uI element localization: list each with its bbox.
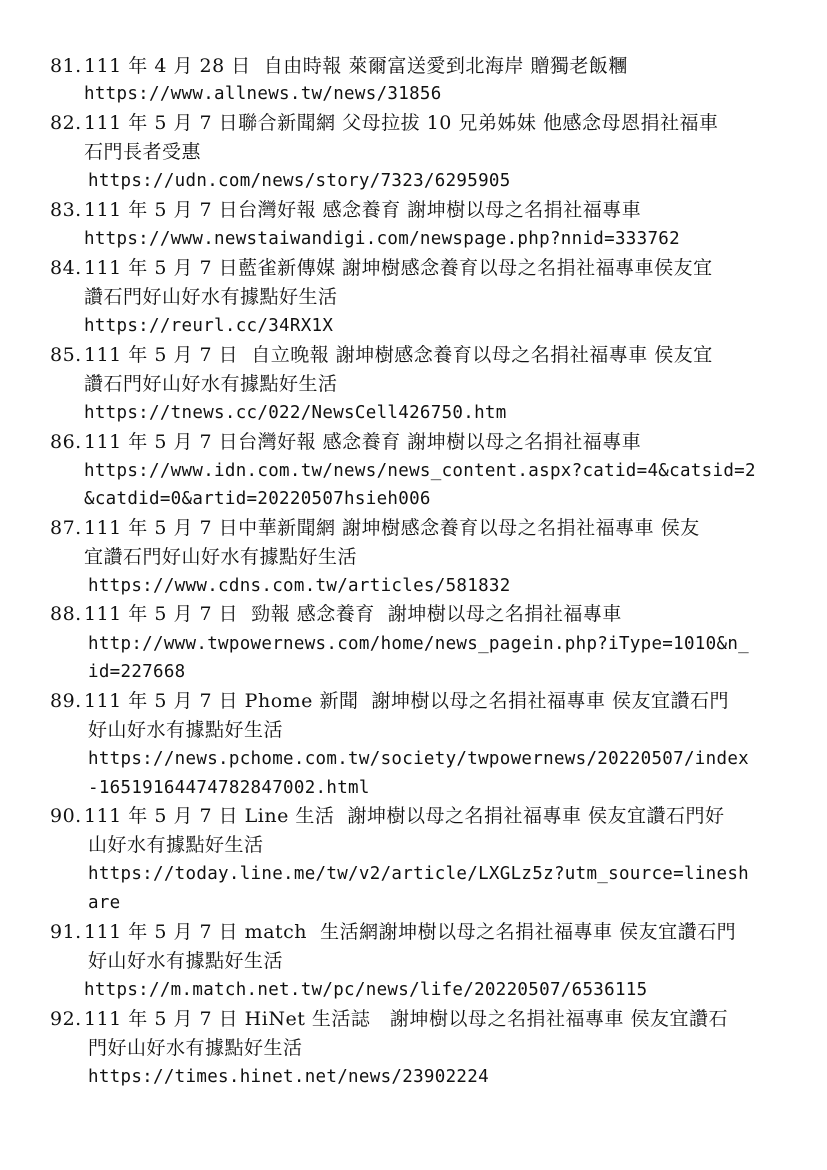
item-number: 85. [50, 344, 82, 366]
item-text: 111 年 5 月 7 日藍雀新傳媒 謝坤樹感念養育以母之名捐社福專車侯友宜 [84, 257, 713, 279]
item-number: 89. [50, 690, 82, 712]
item-text: 111 年 5 月 7 日 HiNet 生活誌 謝坤樹以母之名捐社福專車 侯友宜讚石 [84, 1008, 729, 1030]
item-number: 88. [50, 603, 82, 625]
item-url[interactable]: https://reurl.cc/34RX1X [84, 316, 334, 336]
item-url[interactable]: are [88, 893, 121, 913]
item-text: 111 年 5 月 7 日 勁報 感念養育 謝坤樹以母之名捐社福專車 [84, 603, 622, 625]
item-url[interactable]: id=227668 [88, 662, 186, 682]
item-url[interactable]: https://news.pchome.com.tw/society/twpowernews/20220507/index [88, 749, 749, 769]
item-text: 讚石門好山好水有據點好生活 [84, 286, 338, 308]
item-number: 81. [50, 55, 82, 77]
item-number: 91. [50, 921, 82, 943]
item-url[interactable]: &catdid=0&artid=20220507hsieh006 [84, 489, 431, 509]
item-url[interactable]: https://times.hinet.net/news/23902224 [88, 1067, 489, 1087]
item-text: 好山好水有據點好生活 [88, 719, 284, 741]
item-url[interactable]: http://www.twpowernews.com/home/news_pagein.php?iType=1010&n_ [88, 634, 749, 654]
item-url[interactable]: https://tnews.cc/022/NewsCell426750.htm [84, 403, 507, 423]
item-text: 111 年 5 月 7 日中華新聞網 謝坤樹感念養育以母之名捐社福專車 侯友 [84, 517, 700, 539]
item-url[interactable]: https://www.idn.com.tw/news/news_content.aspx?catid=4&catsid=2 [84, 461, 756, 481]
item-text: 好山好水有據點好生活 [88, 950, 284, 972]
item-text: 讚石門好山好水有據點好生活 [84, 373, 338, 395]
item-text: 石門長者受惠 [84, 141, 202, 163]
item-text: 宜讚石門好山好水有據點好生活 [84, 546, 358, 568]
item-url[interactable]: https://www.allnews.tw/news/31856 [84, 84, 442, 104]
item-url[interactable]: https://today.line.me/tw/v2/article/LXGLz5z?utm_source=linesh [88, 864, 749, 884]
item-text: 111 年 5 月 7 日台灣好報 感念養育 謝坤樹以母之名捐社福專車 [84, 431, 642, 453]
item-number: 92. [50, 1008, 82, 1030]
item-text: 111 年 5 月 7 日 Line 生活 謝坤樹以母之名捐社福專車 侯友宜讚石門好 [84, 805, 725, 827]
item-text: 山好水有據點好生活 [88, 834, 264, 856]
item-text: 門好山好水有據點好生活 [88, 1037, 303, 1059]
item-number: 84. [50, 257, 82, 279]
item-number: 83. [50, 199, 82, 221]
item-number: 90. [50, 805, 82, 827]
item-url[interactable]: https://www.cdns.com.tw/articles/581832 [88, 576, 511, 596]
item-url[interactable]: https://udn.com/news/story/7323/6295905 [88, 171, 511, 191]
item-url[interactable]: https://www.newstaiwandigi.com/newspage.php?nnid=333762 [84, 229, 680, 249]
item-number: 86. [50, 431, 82, 453]
item-text: 111 年 5 月 7 日 自立晚報 謝坤樹感念養育以母之名捐社福專車 侯友宜 [84, 344, 713, 366]
item-number: 87. [50, 517, 82, 539]
item-url[interactable]: -16519164474782847002.html [88, 778, 370, 798]
item-text: 111 年 5 月 7 日聯合新聞網 父母拉拔 10 兄弟姊妹 他感念母恩捐社福車 [84, 112, 719, 134]
item-url[interactable]: https://m.match.net.tw/pc/news/life/20220507/6536115 [84, 980, 648, 1000]
item-text: 111 年 5 月 7 日 match 生活網謝坤樹以母之名捐社福專車 侯友宜讚石門 [84, 921, 737, 943]
item-text: 111 年 5 月 7 日台灣好報 感念養育 謝坤樹以母之名捐社福專車 [84, 199, 642, 221]
item-text: 111 年 5 月 7 日 Phome 新聞 謝坤樹以母之名捐社福專車 侯友宜讚石門 [84, 690, 730, 712]
item-text: 111 年 4 月 28 日 自由時報 萊爾富送愛到北海岸 贈獨老飯糰 [84, 55, 628, 77]
item-number: 82. [50, 112, 82, 134]
